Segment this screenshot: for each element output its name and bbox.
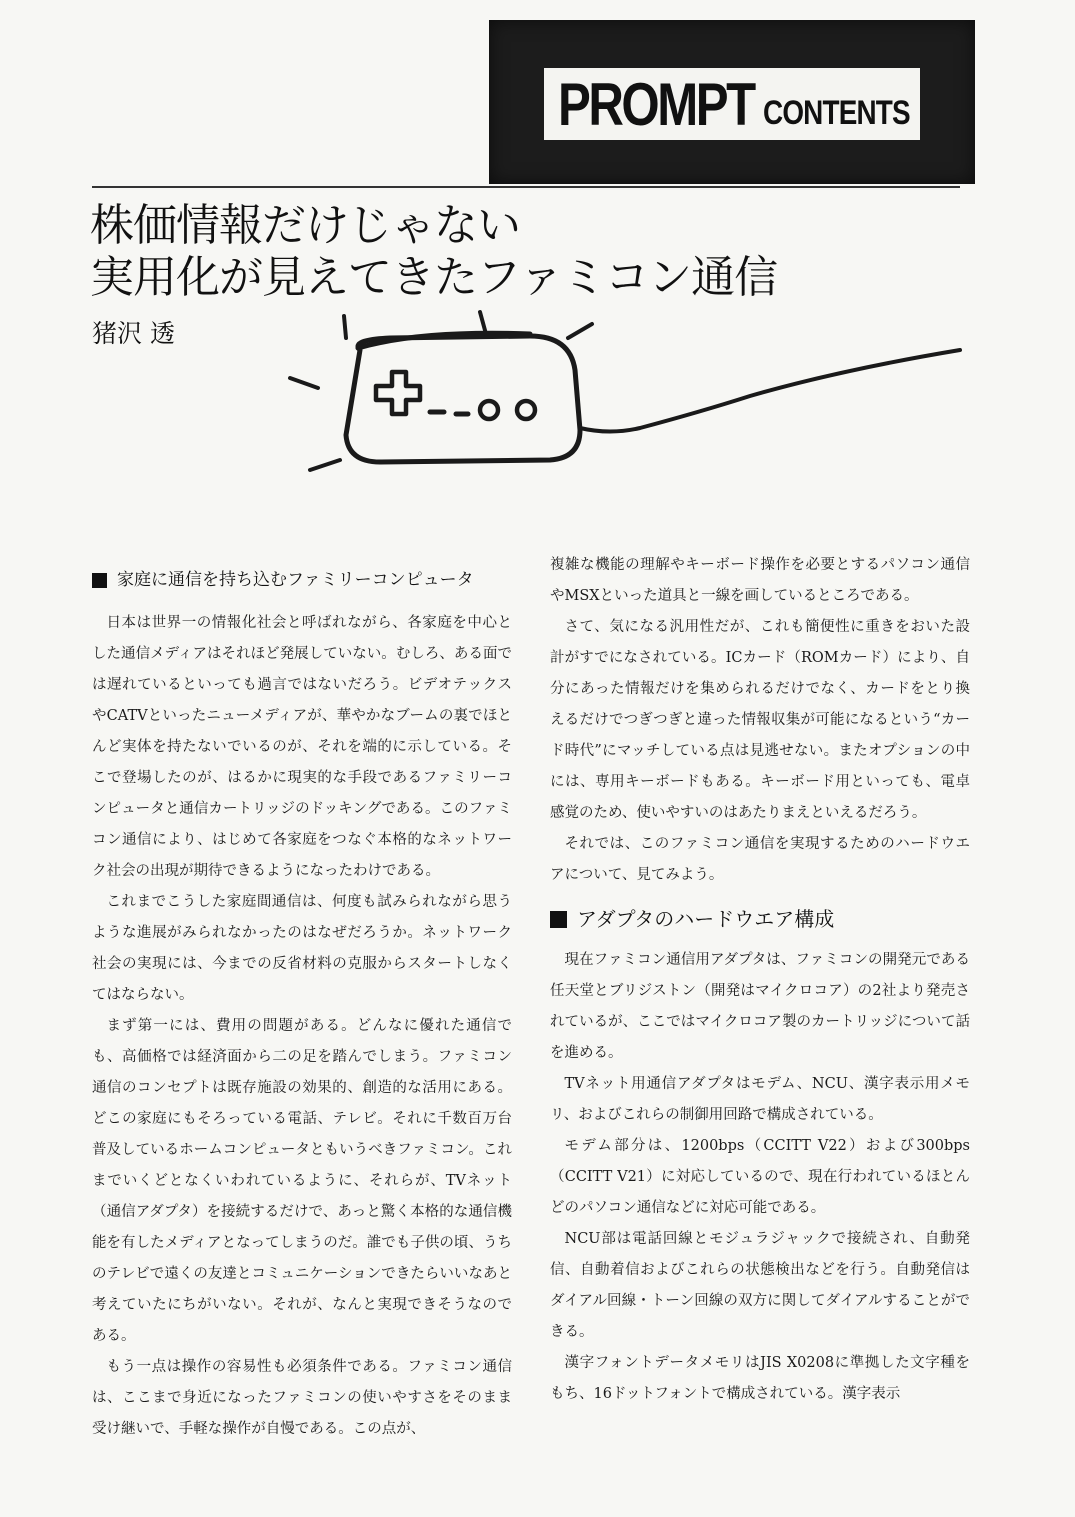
square-bullet-icon (92, 573, 107, 588)
magazine-banner (489, 20, 975, 184)
article-author: 猪沢 透 (92, 319, 175, 348)
paragraph: NCU部は電話回線とモジュラジャックで接続され、自動発信、自動着信およびこれらの状態検出などを行う。自動発信はダイアル回線・トーン回線の双方に関してダイアルすることができる。 (550, 1231, 970, 1340)
paragraph: 漢字フォントデータメモリはJIS X0208に準拠した文字種をもち、16ドットフォントで構成されている。漢字表示 (550, 1355, 970, 1402)
paragraph: 現在ファミコン通信用アダプタは、ファミコンの開発元である任天堂とブリジストン（開発はマイクロコア）の2社より発売されているが、ここではマイクロコア製のカートリッジについて話を進める。 (550, 952, 970, 1061)
square-bullet-icon (550, 911, 567, 928)
section-title: CONTENTS (762, 94, 910, 132)
title-line-2: 実用化が見えてきたファミコン通信 (90, 252, 778, 303)
header-divider (92, 186, 960, 188)
section-heading-text: 家庭に通信を持ち込むファミリーコンピュータ (117, 570, 474, 590)
paragraph: モデム部分は、1200bps（CCITT V22）および300bps（CCITT V21）に対応しているので、現在行われているほとんどのパソコン通信などに対応可能である。 (550, 1138, 970, 1216)
section-heading-home-communication (92, 560, 512, 600)
banner-logo-box (544, 68, 920, 140)
paragraph-continued: 複雑な機能の理解やキーボード操作を必要とするパソコン通信やMSXといった道具と一線を画しているところである。 (550, 557, 970, 604)
paragraph: TVネット用通信アダプタはモデム、NCU、漢字表示用メモリ、およびこれらの制御用回路で構成されている。 (550, 1076, 970, 1123)
article-column-right (550, 550, 970, 1410)
section-heading-adapter-hardware (550, 897, 970, 941)
magazine-title: PROMPT (558, 71, 754, 138)
paragraph: 日本は世界一の情報化社会と呼ばれながら、各家庭を中心とした通信メディアはそれほど発展していない。むしろ、ある面では遅れているといっても過言ではないだろう。ビデオテックスやCATVといったニューメディアが、華やかなブームの裏でほとんど実体を持たないでいるのが、それを端的に示している。そこで登場したのが、はるかに現実的な手段であるファミリーコンピュータと通信カートリッジのドッキングである。このファミコン通信により、はじめて各家庭をつなぐ本格的なネットワーク社会の出現が期待できるようになったわけである。 (92, 615, 512, 879)
section-heading-text: アダプタのハードウエア構成 (577, 907, 835, 931)
title-line-1: 株価情報だけじゃない (90, 200, 520, 251)
paragraph: さて、気になる汎用性だが、これも簡便性に重きをおいた設計がすでになされている。ICカード（ROMカード）により、自分にあった情報だけを集められるだけでなく、カードをとり換えるだけでつぎつぎと違った情報収集が可能になるという“カード時代”にマッチしている点は見逃せない。またオプションの中には、専用キーボードもある。キーボード用といっても、電卓感覚のため、使いやすいのはあたりまえといえるだろう。 (550, 619, 970, 821)
article-title (90, 200, 990, 304)
paragraph: まず第一には、費用の問題がある。どんなに優れた通信でも、高価格では経済面から二の足を踏んでしまう。ファミコン通信のコンセプトは既存施設の効果的、創造的な活用にある。どこの家庭にもそろっている電話、テレビ。それに千数百万台普及しているホームコンピュータともいうべきファミコン。これまでいくどとなくいわれているように、それらが、TVネット（通信アダプタ）を接続するだけで、あっと驚く本格的な通信機能を有したメディアとなってしまうのだ。誰でも子供の頃、うちのテレビで遠くの友達とコミュニケーションできたらいいなあと考えていたにちがいない。それが、なんと実現できそうなのである。 (92, 1018, 512, 1344)
paragraph: それでは、このファミコン通信を実現するためのハードウエアについて、見てみよう。 (550, 836, 970, 883)
paragraph: これまでこうした家庭間通信は、何度も試みられながら思うような進展がみられなかったのはなぜだろうか。ネットワーク社会の実現には、今までの反省材料の克服からスタートしなくてはならない。 (92, 894, 512, 1003)
famicom-controller-illustration (280, 300, 980, 500)
paragraph: もう一点は操作の容易性も必須条件である。ファミコン通信は、ここまで身近になったファミコンの使いやすさをそのまま受け継いで、手軽な操作が自慢である。この点が、 (92, 1359, 512, 1437)
article-column-left (92, 560, 512, 1445)
